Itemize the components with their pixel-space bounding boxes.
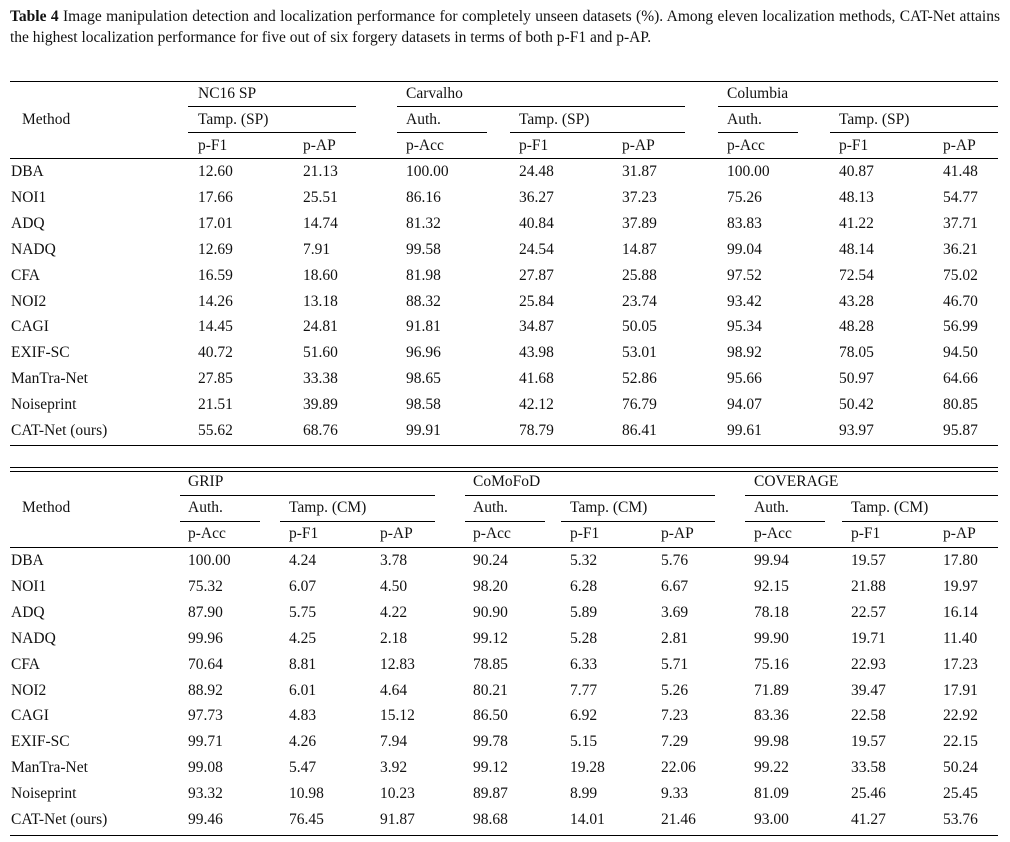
metric-header: p-AP: [380, 525, 413, 542]
metric-header: p-Acc: [406, 137, 444, 154]
method-name-cell: ManTra-Net: [11, 759, 88, 777]
value-cell: 7.91: [303, 240, 331, 258]
value-cell: 48.13: [839, 188, 874, 206]
method-name-cell: Noiseprint: [11, 785, 77, 803]
value-cell: 19.28: [570, 759, 605, 777]
value-cell: 99.08: [188, 759, 223, 777]
value-cell: 55.62: [198, 422, 233, 439]
value-cell: 83.36: [754, 707, 789, 725]
value-cell: 94.50: [943, 344, 978, 362]
value-cell: 10.23: [380, 785, 415, 803]
cmidrule: [561, 521, 715, 522]
value-cell: 24.48: [519, 163, 554, 180]
value-cell: 99.12: [473, 759, 508, 777]
value-cell: 48.28: [839, 318, 874, 336]
group-header-auth: Auth.: [473, 499, 508, 516]
value-cell: 6.92: [570, 707, 598, 725]
value-cell: 22.15: [943, 733, 978, 751]
value-cell: 91.87: [380, 811, 415, 828]
group-header-tamp: Tamp. (SP): [198, 111, 269, 128]
value-cell: 19.57: [851, 733, 886, 751]
dataset-header: GRIP: [188, 473, 224, 490]
method-name-cell: DBA: [11, 163, 44, 180]
value-cell: 14.74: [303, 214, 338, 232]
value-cell: 10.98: [289, 785, 324, 803]
cmidrule: [465, 495, 715, 496]
cmidrule: [842, 521, 998, 522]
value-cell: 3.69: [661, 603, 689, 621]
value-cell: 88.32: [406, 292, 441, 310]
value-cell: 25.51: [303, 188, 338, 206]
metric-header: p-F1: [570, 525, 600, 542]
group-header-auth: Auth.: [188, 499, 223, 516]
metric-header: p-Acc: [727, 137, 765, 154]
value-cell: 86.50: [473, 707, 508, 725]
value-cell: 100.00: [727, 163, 770, 180]
method-name-cell: NOI1: [11, 577, 47, 595]
method-name-cell: EXIF-SC: [11, 344, 70, 362]
value-cell: 33.58: [851, 759, 886, 777]
metric-header: p-F1: [851, 525, 881, 542]
value-cell: 11.40: [943, 629, 978, 647]
value-cell: 14.26: [198, 292, 233, 310]
method-name-cell: EXIF-SC: [11, 733, 70, 751]
caption-number: 4: [50, 8, 59, 25]
value-cell: 100.00: [188, 552, 231, 569]
cmidrule: [830, 132, 998, 133]
value-cell: 7.23: [661, 707, 689, 725]
value-cell: 36.27: [519, 188, 554, 206]
dataset-header: Carvalho: [406, 85, 463, 102]
value-cell: 24.54: [519, 240, 554, 258]
value-cell: 33.38: [303, 370, 338, 388]
method-name-cell: NOI2: [11, 681, 47, 699]
value-cell: 7.77: [570, 681, 598, 699]
group-header-tamp: Tamp. (SP): [839, 111, 910, 128]
value-cell: 76.79: [622, 396, 657, 414]
value-cell: 12.83: [380, 655, 415, 673]
value-cell: 86.41: [622, 422, 657, 439]
value-cell: 17.91: [943, 681, 978, 699]
group-header-tamp: Tamp. (CM): [851, 499, 929, 516]
method-name-cell: DBA: [11, 552, 44, 569]
value-cell: 92.15: [754, 577, 789, 595]
value-cell: 52.86: [622, 370, 657, 388]
value-cell: 4.83: [289, 707, 317, 725]
top-rule-double: [10, 471, 998, 472]
value-cell: 12.60: [198, 163, 233, 180]
value-cell: 6.28: [570, 577, 598, 595]
value-cell: 5.76: [661, 552, 689, 569]
group-header-auth: Auth.: [754, 499, 789, 516]
cmidrule: [718, 132, 798, 133]
value-cell: 48.14: [839, 240, 874, 258]
value-cell: 97.73: [188, 707, 223, 725]
value-cell: 27.87: [519, 266, 554, 284]
value-cell: 5.26: [661, 681, 689, 699]
value-cell: 7.29: [661, 733, 689, 751]
top-rule: [10, 467, 998, 468]
group-header-auth: Auth.: [727, 111, 762, 128]
cmidrule: [718, 106, 998, 107]
value-cell: 6.67: [661, 577, 689, 595]
value-cell: 93.97: [839, 422, 874, 439]
value-cell: 16.14: [943, 603, 978, 621]
top-rule: [10, 81, 998, 82]
value-cell: 99.04: [727, 240, 762, 258]
value-cell: 37.23: [622, 188, 657, 206]
value-cell: 17.80: [943, 552, 978, 569]
value-cell: 75.32: [188, 577, 223, 595]
value-cell: 9.33: [661, 785, 689, 803]
value-cell: 90.24: [473, 552, 508, 569]
cmidrule: [465, 521, 545, 522]
value-cell: 24.81: [303, 318, 338, 336]
value-cell: 5.15: [570, 733, 598, 751]
value-cell: 40.72: [198, 344, 233, 362]
method-name-cell: NOI2: [11, 292, 47, 310]
value-cell: 25.46: [851, 785, 886, 803]
cmidrule: [180, 495, 435, 496]
value-cell: 22.57: [851, 603, 886, 621]
method-name-cell: NOI1: [11, 188, 47, 206]
value-cell: 75.16: [754, 655, 789, 673]
value-cell: 98.92: [727, 344, 762, 362]
value-cell: 4.64: [380, 681, 408, 699]
value-cell: 99.91: [406, 422, 441, 439]
value-cell: 41.48: [943, 163, 978, 180]
value-cell: 43.28: [839, 292, 874, 310]
value-cell: 81.32: [406, 214, 441, 232]
value-cell: 99.58: [406, 240, 441, 258]
header-rule: [10, 158, 998, 159]
metric-header: p-F1: [289, 525, 319, 542]
value-cell: 50.05: [622, 318, 657, 336]
method-name-cell: CAGI: [11, 318, 49, 336]
value-cell: 22.93: [851, 655, 886, 673]
table-caption: [10, 7, 1000, 48]
value-cell: 98.65: [406, 370, 441, 388]
value-cell: 22.92: [943, 707, 978, 725]
value-cell: 36.21: [943, 240, 978, 258]
value-cell: 75.26: [727, 188, 762, 206]
value-cell: 78.05: [839, 344, 874, 362]
value-cell: 2.81: [661, 629, 689, 647]
value-cell: 19.97: [943, 577, 978, 595]
value-cell: 78.18: [754, 603, 789, 621]
value-cell: 15.12: [380, 707, 415, 725]
value-cell: 51.60: [303, 344, 338, 362]
value-cell: 89.87: [473, 785, 508, 803]
metric-header: p-AP: [943, 525, 976, 542]
value-cell: 98.20: [473, 577, 508, 595]
value-cell: 23.74: [622, 292, 657, 310]
value-cell: 93.32: [188, 785, 223, 803]
bottom-rule: [10, 835, 998, 836]
value-cell: 21.88: [851, 577, 886, 595]
bottom-rule: [10, 445, 998, 446]
value-cell: 17.23: [943, 655, 978, 673]
value-cell: 6.01: [289, 681, 317, 699]
value-cell: 14.01: [570, 811, 605, 828]
value-cell: 13.18: [303, 292, 338, 310]
metric-header: p-Acc: [188, 525, 226, 542]
value-cell: 54.77: [943, 188, 978, 206]
value-cell: 41.68: [519, 370, 554, 388]
value-cell: 100.00: [406, 163, 449, 180]
value-cell: 21.13: [303, 163, 338, 180]
value-cell: 81.98: [406, 266, 441, 284]
value-cell: 90.90: [473, 603, 508, 621]
metric-header: p-AP: [661, 525, 694, 542]
value-cell: 18.60: [303, 266, 338, 284]
value-cell: 86.16: [406, 188, 441, 206]
value-cell: 3.78: [380, 552, 408, 569]
value-cell: 17.66: [198, 188, 233, 206]
value-cell: 42.12: [519, 396, 554, 414]
value-cell: 4.26: [289, 733, 317, 751]
value-cell: 4.22: [380, 603, 408, 621]
value-cell: 64.66: [943, 370, 978, 388]
method-header: Method: [22, 499, 71, 516]
group-header-auth: Auth.: [406, 111, 441, 128]
value-cell: 95.66: [727, 370, 762, 388]
value-cell: 80.21: [473, 681, 508, 699]
value-cell: 96.96: [406, 344, 441, 362]
value-cell: 78.79: [519, 422, 554, 439]
caption-text: Image manipulation detection and localization performance for completely unseen datasets (%). Among eleven localization methods, CAT-Net attains the highest localization performance for five out of six forgery datasets in terms of both p-F1 and p-AP.: [10, 8, 1001, 46]
method-name-cell: ADQ: [11, 214, 45, 232]
value-cell: 40.84: [519, 214, 554, 232]
metric-header: p-AP: [622, 137, 655, 154]
value-cell: 68.76: [303, 422, 338, 439]
metric-header: p-F1: [839, 137, 869, 154]
value-cell: 98.68: [473, 811, 508, 828]
value-cell: 99.96: [188, 629, 223, 647]
value-cell: 99.22: [754, 759, 789, 777]
value-cell: 7.94: [380, 733, 408, 751]
value-cell: 50.42: [839, 396, 874, 414]
value-cell: 4.24: [289, 552, 317, 569]
value-cell: 53.76: [943, 811, 978, 828]
value-cell: 56.99: [943, 318, 978, 336]
value-cell: 46.70: [943, 292, 978, 310]
value-cell: 99.78: [473, 733, 508, 751]
value-cell: 5.89: [570, 603, 598, 621]
metric-header: p-F1: [198, 137, 228, 154]
metric-header: p-Acc: [473, 525, 511, 542]
value-cell: 37.89: [622, 214, 657, 232]
value-cell: 37.71: [943, 214, 978, 232]
dataset-header: Columbia: [727, 85, 789, 102]
cmidrule: [188, 132, 356, 133]
value-cell: 5.32: [570, 552, 598, 569]
value-cell: 72.54: [839, 266, 874, 284]
metric-header: p-AP: [303, 137, 336, 154]
value-cell: 99.71: [188, 733, 223, 751]
value-cell: 91.81: [406, 318, 441, 336]
value-cell: 70.64: [188, 655, 223, 673]
cmidrule: [510, 132, 685, 133]
method-name-cell: CAT-Net (ours): [11, 422, 108, 439]
value-cell: 25.45: [943, 785, 978, 803]
value-cell: 88.92: [188, 681, 223, 699]
value-cell: 39.47: [851, 681, 886, 699]
value-cell: 25.84: [519, 292, 554, 310]
value-cell: 99.46: [188, 811, 223, 828]
method-name-cell: CAGI: [11, 707, 49, 725]
group-header-tamp: Tamp. (CM): [570, 499, 648, 516]
method-header: Method: [22, 111, 71, 128]
value-cell: 12.69: [198, 240, 233, 258]
value-cell: 22.06: [661, 759, 696, 777]
value-cell: 31.87: [622, 163, 657, 180]
value-cell: 21.46: [661, 811, 696, 828]
value-cell: 5.28: [570, 629, 598, 647]
method-name-cell: Noiseprint: [11, 396, 77, 414]
value-cell: 25.88: [622, 266, 657, 284]
value-cell: 39.89: [303, 396, 338, 414]
value-cell: 21.51: [198, 396, 233, 414]
value-cell: 99.90: [754, 629, 789, 647]
value-cell: 78.85: [473, 655, 508, 673]
value-cell: 94.07: [727, 396, 762, 414]
value-cell: 99.98: [754, 733, 789, 751]
value-cell: 99.94: [754, 552, 789, 569]
value-cell: 76.45: [289, 811, 324, 828]
value-cell: 22.58: [851, 707, 886, 725]
method-name-cell: ADQ: [11, 603, 45, 621]
cmidrule: [745, 495, 998, 496]
dataset-header: NC16 SP: [198, 85, 257, 102]
metric-header: p-AP: [943, 137, 976, 154]
value-cell: 53.01: [622, 344, 657, 362]
method-name-cell: CAT-Net (ours): [11, 811, 108, 828]
cmidrule: [188, 106, 356, 107]
caption-label: Table: [10, 8, 47, 25]
value-cell: 40.87: [839, 163, 874, 180]
value-cell: 93.00: [754, 811, 789, 828]
value-cell: 4.50: [380, 577, 408, 595]
value-cell: 14.87: [622, 240, 657, 258]
value-cell: 98.58: [406, 396, 441, 414]
method-name-cell: NADQ: [11, 240, 56, 258]
cmidrule: [745, 521, 825, 522]
method-name-cell: CFA: [11, 266, 41, 284]
value-cell: 99.12: [473, 629, 508, 647]
value-cell: 16.59: [198, 266, 233, 284]
value-cell: 41.22: [839, 214, 874, 232]
value-cell: 4.25: [289, 629, 317, 647]
method-name-cell: ManTra-Net: [11, 370, 88, 388]
value-cell: 97.52: [727, 266, 762, 284]
value-cell: 27.85: [198, 370, 233, 388]
value-cell: 95.87: [943, 422, 978, 439]
header-rule: [10, 547, 998, 548]
value-cell: 6.33: [570, 655, 598, 673]
value-cell: 99.61: [727, 422, 762, 439]
value-cell: 6.07: [289, 577, 317, 595]
value-cell: 19.57: [851, 552, 886, 569]
value-cell: 71.89: [754, 681, 789, 699]
value-cell: 5.47: [289, 759, 317, 777]
value-cell: 95.34: [727, 318, 762, 336]
value-cell: 81.09: [754, 785, 789, 803]
cmidrule: [280, 521, 435, 522]
value-cell: 19.71: [851, 629, 886, 647]
value-cell: 34.87: [519, 318, 554, 336]
value-cell: 50.24: [943, 759, 978, 777]
dataset-header: CoMoFoD: [473, 473, 541, 490]
value-cell: 8.81: [289, 655, 317, 673]
value-cell: 17.01: [198, 214, 233, 232]
value-cell: 93.42: [727, 292, 762, 310]
group-header-tamp: Tamp. (SP): [519, 111, 590, 128]
dataset-header: COVERAGE: [754, 473, 839, 490]
group-header-tamp: Tamp. (CM): [289, 499, 367, 516]
value-cell: 14.45: [198, 318, 233, 336]
value-cell: 3.92: [380, 759, 408, 777]
value-cell: 43.98: [519, 344, 554, 362]
cmidrule: [397, 132, 487, 133]
cmidrule: [180, 521, 260, 522]
value-cell: 5.71: [661, 655, 689, 673]
cmidrule: [397, 106, 685, 107]
value-cell: 2.18: [380, 629, 408, 647]
value-cell: 50.97: [839, 370, 874, 388]
method-name-cell: NADQ: [11, 629, 56, 647]
value-cell: 83.83: [727, 214, 762, 232]
value-cell: 41.27: [851, 811, 886, 828]
value-cell: 80.85: [943, 396, 978, 414]
value-cell: 5.75: [289, 603, 317, 621]
value-cell: 8.99: [570, 785, 598, 803]
metric-header: p-F1: [519, 137, 549, 154]
method-name-cell: CFA: [11, 655, 41, 673]
metric-header: p-Acc: [754, 525, 792, 542]
value-cell: 75.02: [943, 266, 978, 284]
value-cell: 87.90: [188, 603, 223, 621]
